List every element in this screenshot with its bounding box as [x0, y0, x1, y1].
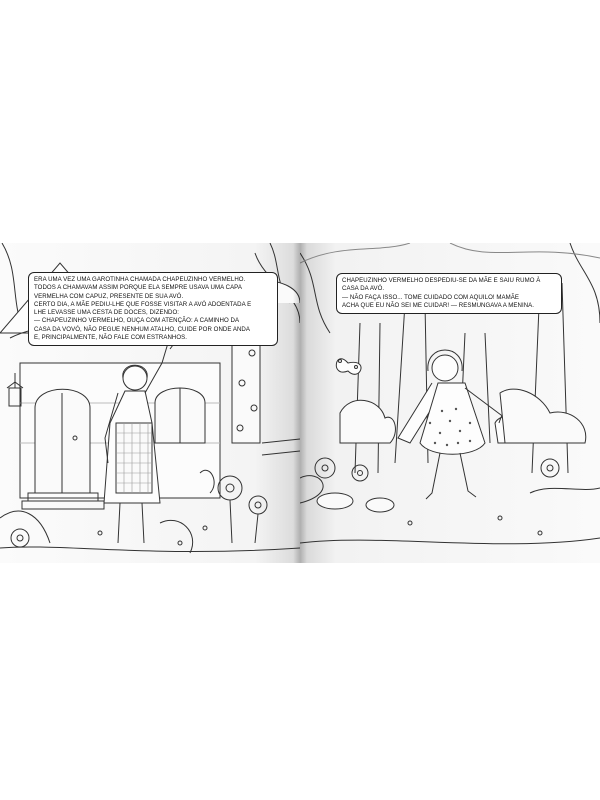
narration-line: CASA DA VOVÓ, NÃO PEGUE NENHUM ATALHO, CUIDE POR ONDE ANDA: [34, 325, 250, 333]
narration-line: LHE LEVASSE UMA CESTA DE DOCES, DIZENDO:: [34, 309, 180, 317]
right-page: [300, 243, 600, 563]
narration-line: TODOS A CHAMAVAM ASSIM PORQUE ELA SEMPRE USAVA UMA CAPA: [34, 284, 242, 292]
narration-line: CASA DA AVÓ.: [342, 285, 385, 293]
narration-line: CERTO DIA, A MÃE PEDIU-LHE QUE FOSSE VISITAR A AVÓ ADOENTADA E: [34, 300, 252, 308]
narration-line: ERA UMA VEZ UMA GAROTINHA CHAMADA CHAPEUZINHO VERMELHO.: [34, 276, 246, 283]
narration-line: ACHA QUE EU NÃO SEI ME CUIDAR! — RESMUNGAVA A MENINA.: [342, 301, 535, 309]
narration-line: VERMELHA COM CAPUZ, PRESENTE DE SUA AVÓ.: [34, 292, 184, 300]
narration-text-box: [28, 272, 278, 346]
narration-line: — NÃO FAÇA ISSO... TOME CUIDADO COM AQUILO! MAMÃE: [342, 293, 519, 301]
narration-line: — CHAPEUZINHO VERMELHO, OUÇA COM ATENÇÃO: A CAMINHO DA: [34, 317, 240, 325]
narration-text-box: [336, 273, 562, 314]
coloring-book-spread: [0, 243, 600, 563]
left-page: [0, 243, 300, 563]
book-gutter-shadow: [293, 243, 307, 563]
narration-line: E, PRINCIPALMENTE, NÃO FALE COM ESTRANHOS.: [34, 334, 188, 342]
narration-line: CHAPEUZINHO VERMELHO DESPEDIU-SE DA MÃE E SAIU RUMO À: [342, 277, 541, 284]
